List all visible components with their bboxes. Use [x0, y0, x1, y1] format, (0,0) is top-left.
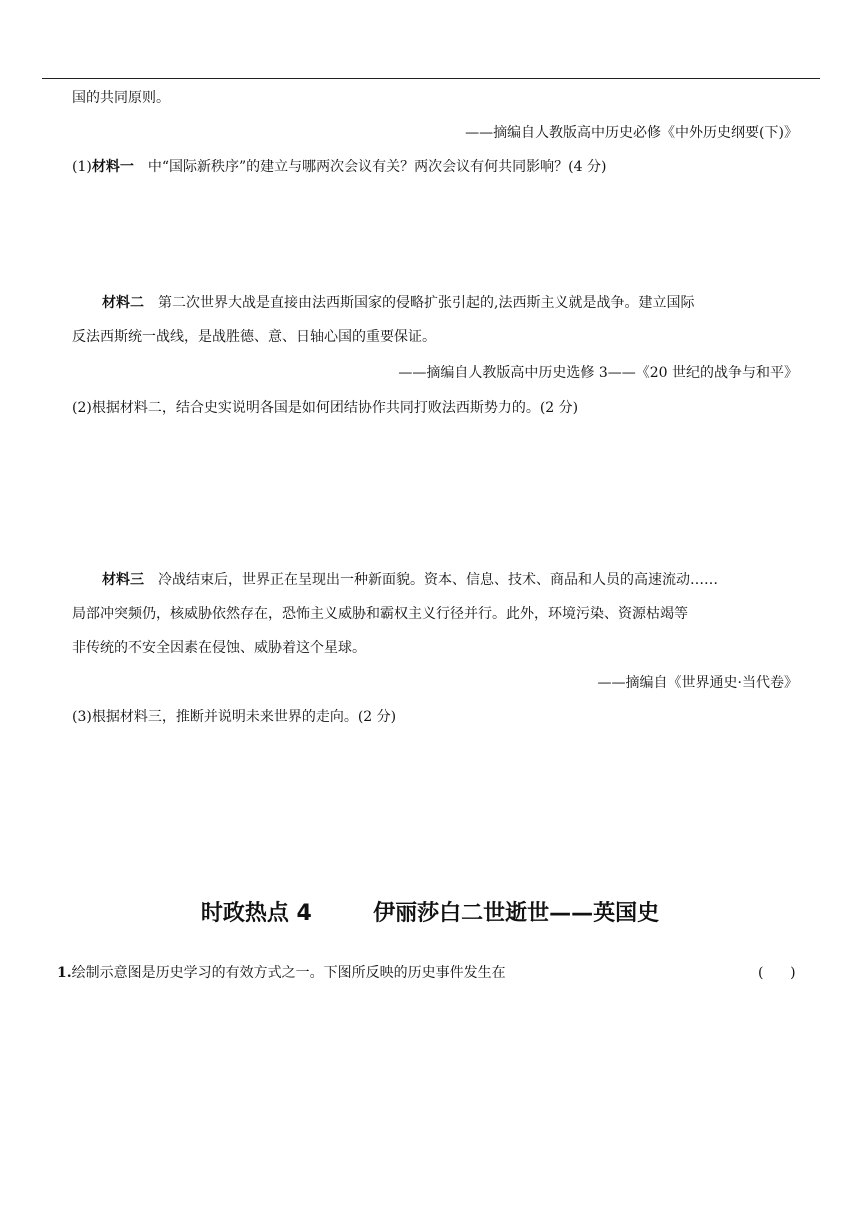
source-citation-2: ——摘编自人教版高中历史选修 3——《20 世纪的战争与和平》	[398, 365, 798, 381]
material-3-line-3: 非传统的不安全因素在侵蚀、威胁着这个星球。	[72, 640, 366, 656]
source-citation-3: ——摘编自《世界通史·当代卷》	[597, 675, 798, 691]
question-text: 绘制示意图是历史学习的有效方式之一。下图所反映的历史事件发生在	[71, 965, 506, 981]
material-3-line-2: 局部冲突频仍，核威胁依然存在，恐怖主义威胁和霸权主义行径并行。此外，环境污染、资源枯竭等	[72, 606, 688, 622]
question-2-prompt: (2)根据材料二，结合史实说明各国是如何团结协作共同打败法西斯势力的。(2 分)	[72, 400, 579, 416]
material-1-label: 材料一	[91, 159, 134, 175]
question-1-prompt	[72, 157, 606, 177]
source-citation-1: ——摘编自人教版高中历史必修《中外历史纲要(下)》	[465, 125, 798, 141]
material-2-line-1: 材料二 第二次世界大战是直接由法西斯国家的侵略扩张引起的,法西斯主义就是战争。建立国际	[102, 295, 695, 311]
material-3-line-1: 材料三 冷战结束后，世界正在呈现出一种新面貌。资本、信息、技术、商品和人员的高速流动……	[102, 572, 718, 588]
question-3-prompt: (3)根据材料三，推断并说明未来世界的走向。(2 分)	[72, 709, 397, 725]
answer-bracket: ( )	[758, 965, 796, 981]
material-2-line-2: 反法西斯统一战线，是战胜德、意、日轴心国的重要保证。	[72, 329, 436, 345]
question-1-stem	[57, 963, 506, 983]
continuation-text: 国的共同原则。	[72, 90, 170, 106]
material-2-label: 材料二	[102, 295, 144, 311]
question-1-text: 中“国际新秩序”的建立与哪两次会议有关？两次会议有何共同影响？(4 分)	[147, 159, 607, 175]
header-rule	[42, 78, 820, 79]
section-heading: 时政热点 4 伊丽莎白二世逝世——英国史	[200, 901, 660, 926]
question-1-number: (1)	[72, 159, 92, 175]
question-number: 1.	[57, 965, 72, 981]
material-3-label: 材料三	[102, 572, 144, 588]
